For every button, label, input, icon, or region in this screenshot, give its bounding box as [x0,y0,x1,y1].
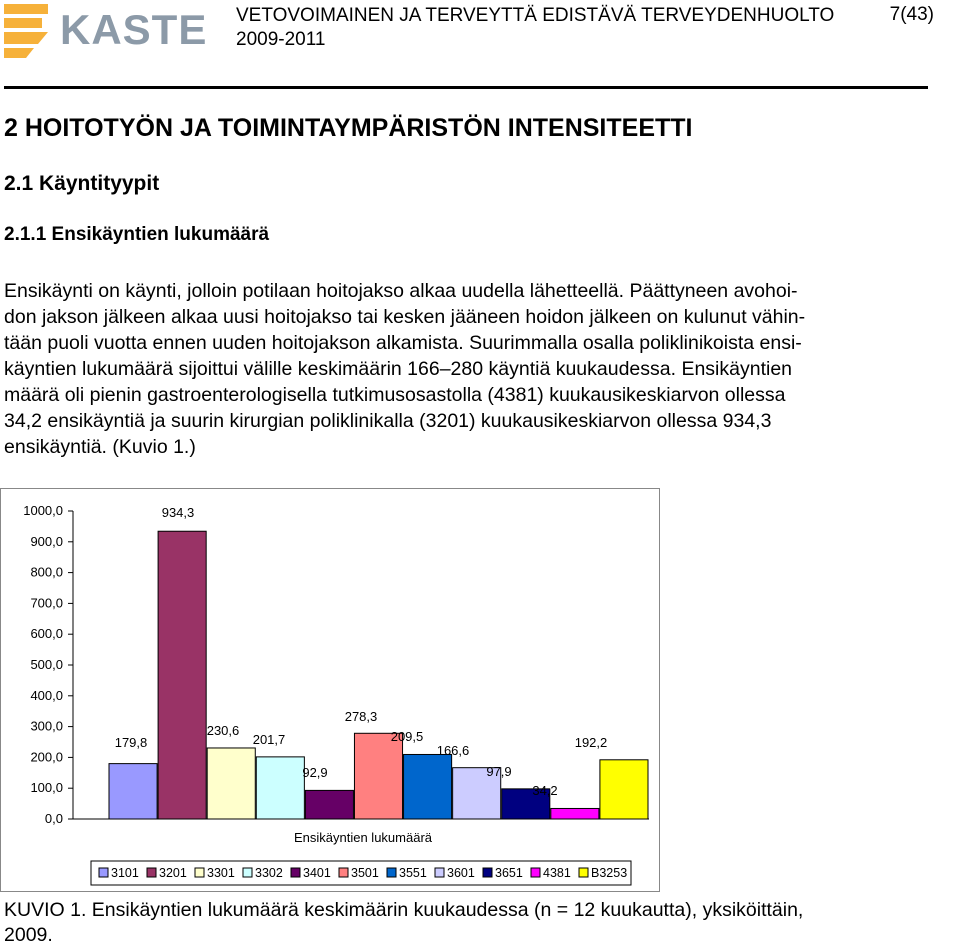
body-line-1: Ensikäynti on käynti, jolloin potilaan hoitojakso alkaa uudella lähetteellä. Päättyneen avohoi- [4,280,798,302]
body-line-7: ensikäyntiä. (Kuvio 1.) [4,436,196,458]
caption-line-2: 2009. [4,924,53,946]
chart-frame [0,488,660,892]
legend-swatch-3401 [291,868,300,877]
bar-4381 [551,808,599,819]
bar-3551 [404,754,452,819]
data-label-3201: 934,3 [161,505,195,520]
body-line-3: tään puoli vuotta ennen uuden hoitojakson alkamista. Suurimmalla osalla poliklinikoista ensi- [4,332,802,354]
data-label-3601: 166,6 [436,743,470,758]
y-tick-label: 400,0 [30,687,63,703]
legend-label-3401: 3401 [303,866,331,880]
document-header [236,4,834,52]
bar-3501 [354,733,402,819]
header-divider [4,86,928,89]
data-label-3301: 230,6 [206,723,240,738]
bar-3401 [305,790,353,819]
legend-label-3101: 3101 [111,866,139,880]
data-label-3302: 201,7 [252,732,286,747]
body-line-4: käyntien lukumäärä sijoittui välille keskimäärin 166–280 käyntiä kuukaudessa. Ensikäyntien [4,358,793,380]
x-axis-label: Ensikäyntien lukumäärä [293,830,433,845]
data-label-4381: 34,2 [532,783,558,798]
y-tick-label: 500,0 [30,657,63,672]
body-line-6: 34,2 ensikäyntiä ja suurin kirurgian poliklinikalla (3201) kuukausikeskiarvon ollessa 934,3 [4,410,772,432]
data-label-3651: 97,9 [486,764,512,779]
data-label-3401: 92,9 [302,765,328,780]
legend-swatch-B3253 [579,868,588,877]
logo-wordmark: KASTE [60,6,208,53]
y-tick-label: 0,0 [44,811,63,826]
y-tick-label: 900,0 [30,533,63,549]
logo-emblem-icon [4,4,48,58]
bar-3301 [207,748,255,819]
legend-label-3651: 3651 [495,866,523,880]
kaste-logo [4,0,234,62]
bar-3302 [256,757,304,819]
page-number: 7(43) [889,4,934,25]
legend-swatch-3302 [243,868,252,877]
data-label-B3253: 192,2 [574,735,608,750]
legend-label-3301: 3301 [207,866,235,880]
body-line-2: don jakson jälkeen alkaa uusi hoitojakso tai kesken jääneen hoidon jälkeen on kulunut vähin- [4,306,806,328]
legend-swatch-3301 [195,868,204,877]
data-label-3501: 278,3 [344,709,378,724]
y-tick-label: 200,0 [30,749,63,765]
legend-swatch-3501 [339,868,348,877]
legend-label-3302: 3302 [255,866,283,880]
y-tick-label: 1000,0 [23,503,63,518]
legend-label-3601: 3601 [447,866,475,880]
y-tick-label: 100,0 [30,780,63,796]
legend-label-3551: 3551 [399,866,427,880]
caption-line-1: KUVIO 1. Ensikäyntien lukumäärä keskimäärin kuukaudessa (n = 12 kuukautta), yksiköittäin, [4,899,804,921]
legend-label-3201: 3201 [159,866,187,880]
heading-3: 2.1.1 Ensikäyntien lukumäärä [4,224,270,245]
legend-label-B3253: B3253 [591,866,628,880]
data-label-3101: 179,8 [114,735,148,750]
legend-label-4381: 4381 [543,866,571,880]
bar-3201 [158,531,206,819]
legend-swatch-3201 [147,868,156,877]
bar-chart [1,489,659,891]
y-tick-label: 700,0 [30,595,63,611]
legend-swatch-3651 [483,868,492,877]
data-label-3551: 209,5 [390,729,424,744]
bar-B3253 [600,760,648,819]
body-line-5: määrä oli pienin gastroenterologisella tutkimusosastolla (4381) kuukausikeskiarvon ollessa [4,384,786,406]
legend-swatch-3551 [387,868,396,877]
legend-swatch-3101 [99,868,108,877]
legend-swatch-3601 [435,868,444,877]
header-title: VETOVOIMAINEN JA TERVEYTTÄ EDISTÄVÄ TERVEYDENHUOLTO [236,5,835,26]
y-tick-label: 600,0 [30,626,63,642]
header-years: 2009-2011 [236,29,326,50]
heading-1: 2 HOITOTYÖN JA TOIMINTAYMPÄRISTÖN INTENSITEETTI [4,114,693,142]
bar-3101 [109,764,157,819]
figure-caption [4,898,934,948]
legend-swatch-4381 [531,868,540,877]
y-tick-label: 800,0 [30,564,63,580]
legend-label-3501: 3501 [351,866,379,880]
y-tick-label: 300,0 [30,718,63,734]
heading-2: 2.1 Käyntityypit [4,172,160,195]
